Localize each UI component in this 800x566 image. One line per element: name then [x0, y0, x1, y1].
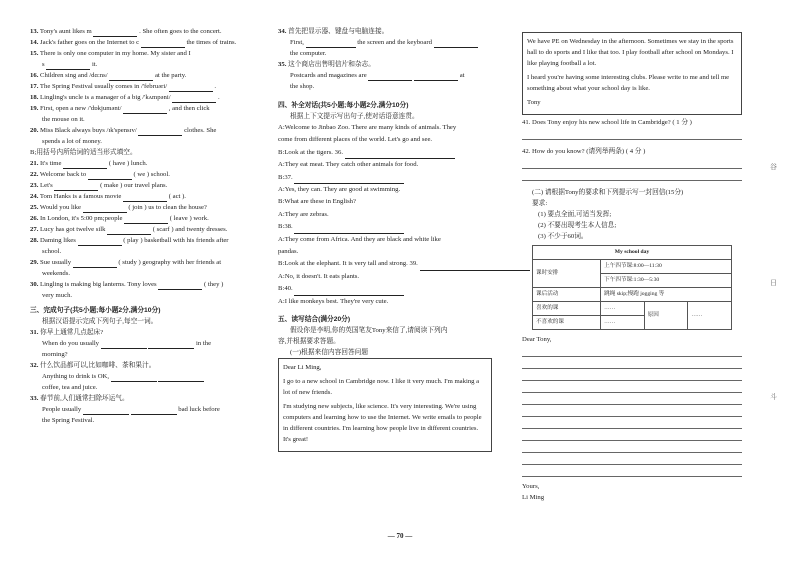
- q35-chinese: 这个商店出售明信片和杂志。: [288, 61, 375, 68]
- question-text: In London, it's 5:00 pm;people: [40, 215, 123, 222]
- answer-blank[interactable]: [138, 127, 182, 136]
- spelling-item-line: [30, 114, 254, 125]
- letter-paragraph: Tony: [527, 99, 541, 106]
- q35-english-c: the shop.: [290, 83, 315, 90]
- section-3-title: 三、完成句子(共5小题;每小题2分,满分10分): [30, 307, 161, 314]
- q34-english-b: the screen and the keyboard: [357, 39, 432, 46]
- writing-line[interactable]: [522, 393, 742, 405]
- word-form-item-line: [30, 169, 254, 180]
- answer-blank[interactable]: [123, 105, 167, 114]
- dialog-line: [278, 221, 492, 233]
- answer-blank[interactable]: [368, 72, 412, 81]
- word-form-item-line: [30, 202, 254, 213]
- page-number: — 70 —: [387, 532, 413, 540]
- question-number: 17.: [30, 83, 39, 90]
- dialog-text: A:Yes, they can. They are good at swimming.: [278, 186, 401, 194]
- question-text-after: .: [214, 83, 217, 90]
- question-number: 13.: [30, 28, 39, 35]
- requirement-3: (3) 不少于60词。: [538, 233, 588, 240]
- question-number: 18.: [30, 94, 39, 101]
- letter-signature: Li Ming: [522, 494, 545, 501]
- part-2-heading: (二) 请根据Tony的要求和下列提示写一封回信(15分): [532, 189, 684, 196]
- dialog-line: [278, 246, 492, 258]
- school-day-table: [532, 245, 732, 330]
- table-cell: 课后活动: [533, 288, 601, 302]
- q33-num: 33.: [30, 395, 39, 402]
- word-form-item-line: [30, 180, 254, 191]
- question-text-after: ( make ) our travel plans.: [100, 182, 168, 189]
- dialog-line: [278, 172, 492, 184]
- table-cell: 跳绳 skip;慢跑 jogging 等: [601, 288, 732, 302]
- q31-chinese: 你早上通常几点起床?: [40, 329, 104, 336]
- answer-blank[interactable]: [83, 406, 129, 415]
- answer-blank[interactable]: [109, 72, 153, 81]
- answer-blank[interactable]: [101, 340, 147, 349]
- section-5-part-1: (一)根据来信内容回答问题: [290, 349, 369, 357]
- question-number: 16.: [30, 72, 39, 79]
- dialog-text: B:Look at the elephant. It is very tall and strong. 39.: [278, 260, 418, 268]
- dialog: [278, 122, 492, 308]
- word-form-item-line: [30, 268, 254, 279]
- dialog-line: [278, 258, 492, 270]
- answer-blank[interactable]: [63, 160, 107, 169]
- spelling-item-line: [30, 48, 254, 59]
- word-form-item-line: [30, 213, 254, 224]
- spelling-items: [30, 26, 254, 147]
- question-text: Daming likes: [40, 237, 76, 244]
- column-right: [522, 26, 742, 503]
- table-cell: ……: [601, 316, 645, 330]
- word-form-item-line: [30, 224, 254, 235]
- answer-blank[interactable]: [414, 72, 458, 81]
- answer-blank[interactable]: [294, 287, 404, 296]
- question-text-after: ( study ) geography with her friends at: [118, 259, 222, 266]
- q31-english-a: When do you usually: [42, 340, 100, 347]
- answer-blank[interactable]: [148, 340, 194, 349]
- spelling-item-line: [30, 136, 254, 147]
- letter-box: [278, 358, 492, 452]
- table-cell: ……: [601, 302, 645, 316]
- dialog-line: [278, 134, 492, 146]
- column-middle: [278, 26, 492, 452]
- question-text: very much.: [42, 292, 73, 299]
- answer-blank[interactable]: [131, 406, 177, 415]
- dialog-text: A:I like monkeys best. They're very cute.: [278, 297, 389, 305]
- dialog-line: [278, 122, 492, 134]
- question-text-after: the times of trains.: [186, 39, 237, 46]
- question-number: 22.: [30, 171, 39, 178]
- answer-blank[interactable]: [124, 215, 168, 224]
- answer-line[interactable]: [522, 128, 742, 140]
- margin-mark: 日: [770, 279, 777, 287]
- question-text: school.: [42, 248, 62, 255]
- question-number: 21.: [30, 160, 39, 167]
- q33-english-c: the Spring Festival.: [42, 417, 95, 424]
- answer-blank[interactable]: [123, 193, 167, 202]
- letter-paragraph: I go to a new school in Cambridge now. I like it very much. I'm making a lot of new friends.: [283, 378, 480, 397]
- question-number: 27.: [30, 226, 39, 233]
- question-text-after: clothes. She: [184, 127, 217, 134]
- dialog-text: B:38.: [278, 223, 293, 231]
- dialog-text: B:Look at the tigers. 36.: [278, 148, 344, 156]
- q42: 42. How do you know? (请列举两条) ( 4 分 ): [522, 148, 646, 155]
- q33-english-b: bad luck before: [178, 406, 220, 413]
- question-text: Lingling is making big lanterns. Tony loves: [40, 281, 157, 288]
- answer-blank[interactable]: [141, 39, 185, 48]
- question-number: 23.: [30, 182, 39, 189]
- answer-blank[interactable]: [172, 94, 216, 103]
- question-text: Miss Black always buys /ɪk'spensɪv/: [40, 127, 137, 134]
- margin-mark: 谷: [770, 163, 777, 171]
- dialog-text: A:They are zebras.: [278, 210, 329, 218]
- dialog-line: [278, 147, 492, 159]
- q35-num: 35.: [278, 61, 287, 68]
- q34-num: 34.: [278, 28, 287, 35]
- answer-blank[interactable]: [306, 39, 356, 48]
- question-text: weekends.: [42, 270, 71, 277]
- question-text: the mouse on it.: [42, 116, 85, 123]
- q34-english-c: the computer.: [290, 50, 327, 57]
- question-text-after: ( scarf ) and twenty dresses.: [152, 226, 228, 233]
- answer-blank[interactable]: [73, 259, 117, 268]
- question-text: spends a lot of money.: [42, 138, 102, 145]
- word-form-items: [30, 158, 254, 301]
- question-number: 19.: [30, 105, 39, 112]
- question-number: 25.: [30, 204, 39, 211]
- table-cell: 喜欢的课: [533, 302, 601, 316]
- question-number: 15.: [30, 50, 39, 57]
- section-4-intro: 根据上下文提示写出句子,使对话语意连贯。: [290, 113, 419, 120]
- question-text-after: ( we ) school.: [133, 171, 170, 178]
- q32-english-b: coffee, tea and juice.: [42, 384, 98, 391]
- dialog-text: A:They eat meat. They catch other animals for food.: [278, 161, 419, 169]
- q34-english-a: First,: [290, 39, 304, 46]
- answer-blank[interactable]: [345, 150, 455, 159]
- writing-line[interactable]: [522, 441, 742, 453]
- letter-greeting: Dear Tony,: [522, 336, 552, 343]
- q41: 41. Does Tony enjoy his new school life in Cambridge? ( 1 分 ): [522, 119, 692, 126]
- question-text-after: . She often goes to the concert.: [139, 28, 222, 35]
- writing-line[interactable]: [522, 357, 742, 369]
- answer-blank[interactable]: [294, 175, 404, 184]
- answer-blank[interactable]: [158, 373, 204, 382]
- question-text: Sue usually: [40, 259, 72, 266]
- table-cell: 上午四节课:8:00—11:30: [601, 260, 732, 274]
- spelling-item-line: [30, 81, 254, 92]
- q31-english-c: morning?: [42, 351, 68, 358]
- letter-paragraph: I heard you're having some interesting clubs. Please write to me and tell me something about what your school day is like.: [527, 74, 730, 92]
- table-cell: 下午四节课:1:30—5:30: [601, 274, 732, 288]
- question-text-after: ( have ) lunch.: [108, 160, 148, 167]
- table-cell: 原因: [644, 302, 688, 330]
- question-text: Would you like: [39, 204, 81, 211]
- requirement-2: (2) 不要出现考生本人信息;: [538, 222, 617, 229]
- answer-blank[interactable]: [83, 204, 127, 213]
- answer-line[interactable]: [522, 169, 742, 181]
- writing-line[interactable]: [522, 345, 742, 357]
- question-number: 29.: [30, 259, 39, 266]
- question-text: Welcome back to: [39, 171, 87, 178]
- writing-line[interactable]: [522, 453, 742, 465]
- section-3-intro: 根据汉语提示完成下列句子,每空一词。: [42, 318, 158, 325]
- table-cell: 不喜欢的课: [533, 316, 601, 330]
- q32-english-a: Anything to drink is OK,: [42, 373, 110, 380]
- writing-line[interactable]: [522, 465, 742, 477]
- dialog-text: A:Welcome to Jinbao Zoo. There are many kinds of animals. They: [278, 124, 457, 131]
- dialog-text: A:They come from Africa. And they are black and white like: [278, 235, 441, 243]
- dialog-line: [278, 159, 492, 171]
- question-text-after: ( play ) basketball with his friends after: [123, 237, 229, 244]
- question-text: Lucy has got twelve silk: [40, 226, 106, 233]
- letter-paragraph: We have PE on Wednesday in the afternoon. Sometimes we stay in the sports hall to do sports and I like that too. I play football after school on Mondays. I like playing football a lot.: [527, 38, 734, 67]
- question-text: Tom Hanks is a famous movie: [39, 193, 122, 200]
- question-text: Children sing and /dɑ:ns/: [40, 72, 108, 79]
- spelling-item-line: [30, 125, 254, 136]
- word-form-item-line: [30, 191, 254, 202]
- question-text-after: at the party.: [154, 72, 187, 79]
- dialog-line: [278, 296, 492, 308]
- question-text: It's time: [40, 160, 62, 167]
- q32-chinese: 什么饮品都可以,比如咖啡、茶和果汁。: [40, 362, 156, 369]
- q34-chinese: 首先把显示器、键盘与电脑连接。: [288, 28, 389, 35]
- table-title: My school day: [533, 246, 732, 260]
- word-form-item-line: [30, 257, 254, 268]
- writing-line[interactable]: [522, 381, 742, 393]
- dialog-line: [278, 209, 492, 221]
- question-text-after: ( join ) us to clean the house?: [128, 204, 207, 211]
- dialog-line: [278, 196, 492, 208]
- dialog-line: [278, 234, 492, 246]
- question-text: The Spring Festival usually comes in /'februəri/: [39, 83, 168, 90]
- q31-english-b: in the: [196, 340, 212, 347]
- writing-line[interactable]: [522, 405, 742, 417]
- dialog-text: B:What are these in English?: [278, 198, 356, 206]
- dialog-text: A:No, it doesn't. It eats plants.: [278, 272, 360, 280]
- section-4-title: 四、补全对话(共5小题;每小题2分,满分10分): [278, 102, 409, 109]
- question-text-after: ( they ): [204, 281, 224, 288]
- answer-blank[interactable]: [88, 171, 132, 180]
- question-number: 30.: [30, 281, 39, 288]
- answer-blank[interactable]: [54, 182, 98, 191]
- dialog-text: B:40.: [278, 285, 293, 293]
- spelling-item-line: [30, 26, 254, 37]
- margin-mark: 斗: [770, 393, 777, 401]
- part-b-heading: B;用括号内所给词的适当形式填空。: [30, 149, 137, 156]
- word-form-item-line: [30, 279, 254, 290]
- word-form-item-line: [30, 235, 254, 246]
- writing-lines: [522, 345, 742, 477]
- answer-blank[interactable]: [111, 373, 157, 382]
- writing-line[interactable]: [522, 369, 742, 381]
- dialog-line: [278, 184, 492, 196]
- table-cell: 课时安排: [533, 260, 601, 288]
- question-number: 28.: [30, 237, 39, 244]
- answer-blank[interactable]: [169, 83, 213, 92]
- question-text: Tony's aunt likes m: [39, 28, 92, 35]
- table-cell: ……: [688, 302, 732, 330]
- q35-english-b: at: [459, 72, 465, 79]
- answer-blank[interactable]: [158, 281, 202, 290]
- question-number: 20.: [30, 127, 39, 134]
- question-text-after: .: [217, 94, 220, 101]
- word-form-item-line: [30, 158, 254, 169]
- question-text: s: [42, 61, 45, 68]
- dialog-line: [278, 283, 492, 295]
- question-text: Let's: [40, 182, 53, 189]
- spelling-item-line: [30, 103, 254, 114]
- question-text: There is only one computer in my home. My sister and I: [39, 50, 191, 57]
- question-text-after: it.: [91, 61, 98, 68]
- letter-box-continued: [522, 32, 742, 115]
- question-text: Lingling's uncle is a manager of a big /'kʌmpəni/: [40, 94, 171, 101]
- letter-paragraph: Dear Li Ming,: [283, 364, 322, 372]
- question-text: Jack's father goes on the Internet to c: [40, 39, 140, 46]
- spelling-item-line: [30, 70, 254, 81]
- q31-num: 31.: [30, 329, 39, 336]
- q33-english-a: People usually: [42, 406, 82, 413]
- q32-num: 32.: [30, 362, 39, 369]
- requirement-1: (1) 要点全面,可适当发挥;: [538, 211, 612, 218]
- answer-blank[interactable]: [420, 262, 530, 271]
- question-number: 24.: [30, 193, 39, 200]
- question-text-after: ( act ).: [168, 193, 186, 200]
- letter-paragraph: I'm studying new subjects, like science. It's very interesting. We're using computers and learning how to use the Internet. We write emails to people in different countries. I'm learning how people live in different countries. It's great!: [283, 403, 482, 444]
- answer-blank[interactable]: [78, 237, 122, 246]
- spelling-item-line: [30, 59, 254, 70]
- answer-line[interactable]: [522, 157, 742, 169]
- word-form-item-line: [30, 246, 254, 257]
- column-left: [30, 26, 254, 426]
- question-text-after: ( leave ) work.: [169, 215, 209, 222]
- question-text-after: , and then click: [168, 105, 210, 112]
- word-form-item-line: [30, 290, 254, 301]
- spelling-item-line: [30, 37, 254, 48]
- letter-closing: Yours,: [522, 483, 540, 490]
- section-5-intro-2: 容,并根据要求答题。: [278, 338, 340, 346]
- question-number: 14.: [30, 39, 39, 46]
- answer-blank[interactable]: [46, 61, 90, 70]
- answer-blank[interactable]: [434, 39, 478, 48]
- spelling-item-line: [30, 92, 254, 103]
- dialog-text: pandas.: [278, 248, 299, 256]
- answer-blank[interactable]: [107, 226, 151, 235]
- dialog-text: B:37.: [278, 173, 293, 181]
- writing-line[interactable]: [522, 429, 742, 441]
- question-text: First, open a new /'dɒkjumənt/: [40, 105, 122, 112]
- section-5-title: 五、读写结合(满分20分): [278, 316, 351, 324]
- writing-line[interactable]: [522, 417, 742, 429]
- answer-blank[interactable]: [93, 28, 137, 37]
- requirements-label: 要求:: [532, 200, 548, 207]
- answer-blank[interactable]: [294, 225, 404, 234]
- dialog-line: [278, 271, 492, 283]
- question-number: 26.: [30, 215, 39, 222]
- section-5-intro-1: 假设你是李明,你的英国笔友Tony来信了,请阅读下列内: [290, 327, 448, 335]
- q35-english-a: Postcards and magazines are: [290, 72, 367, 79]
- q33-chinese: 春节前,人们通常扫除坏运气。: [40, 395, 129, 402]
- dialog-text: come from different places of the world. Let's go and see.: [278, 136, 433, 144]
